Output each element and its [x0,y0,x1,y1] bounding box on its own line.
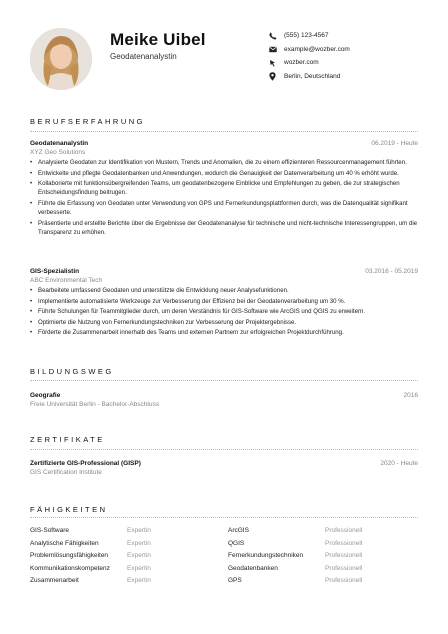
skill-level: Professionell [325,577,363,584]
list-item: • Optimierte die Nutzung von Fernerkundungstechniken zur Verbesserung der Projektergebnisse. [30,318,420,327]
person-name: Meike Uibel [110,30,206,49]
list-item: • Bearbeitete umfassend Geodaten und unterstützte die Entwicklung neuer Analysefunktionen. [30,286,420,295]
skill-level: Professionell [325,552,363,559]
email-icon [268,45,277,54]
education-degree: Geografie [30,392,61,399]
list-item: • Kollaborierte mit funktionsübergreifenden Teams, um geodatenbezogene Einblicke und Empfehlungen zu geben, die zur strategischen Entscheidungsfindung beitrugen. [30,179,420,197]
skill-level: Expertin [127,577,151,584]
link-icon [268,58,277,67]
list-item: • Implementierte automatisierte Werkzeuge zur Verbesserung der Effizienz bei der Geodatenverarbeitung um 30 %. [30,297,420,306]
skill-level: Professionell [325,539,363,547]
experience-heading: BERUFSERFAHRUNG [30,117,146,126]
certificates-heading: ZERTIFIKATE [30,435,105,444]
section-divider [30,131,418,132]
list-item: • Präsentierte und erstellte Berichte über die Ergebnisse der Geodatenanalyse für technische und nicht-technische Interessengruppen, um die Transparenz zu erhöhen. [30,219,420,237]
certificate-date: 2020 - Heute [380,460,418,467]
job-title-2: GIS-Spezialistin [30,268,80,275]
list-item: • Führte die Erfassung von Geodaten unter Verwendung von GPS und Fernerkundungsplattformen durch, was die Datenqualität signifikant verbesserte. [30,199,420,217]
avatar [30,28,92,90]
contact-website-text: wozber.com [284,59,319,67]
list-item: • Führte Schulungen für Teammitglieder durch, um deren Verständnis für GIS-Software wie ArcGIS und QGIS zu erweitern. [30,307,420,316]
phone-icon [268,31,277,40]
skill-level: Expertin [127,564,151,572]
contact-phone-text: (555) 123-4567 [284,32,329,40]
job-title-1: Geodatenanalystin [30,140,89,147]
education-school: Freie Universität Berlin - Bachelor-Abschluss [30,400,159,408]
education-date: 2016 [403,392,418,399]
contact-website[interactable] [268,56,350,70]
skills-grid [30,527,420,590]
section-divider [30,517,418,518]
skill-row [30,552,420,565]
skill-name: Geodatenbanken [228,564,278,572]
skill-level: Expertin [127,552,151,559]
profile-photo [30,28,92,90]
job-role: Geodatenanalystin [110,52,177,61]
skills-heading: FÄHIGKEITEN [30,505,108,514]
skill-name: Zusammenarbeit [30,577,79,584]
skill-name: Kommunikationskompetenz [30,564,110,572]
skill-row [30,527,420,540]
skill-name: Fernerkundungstechniken [228,552,304,559]
contact-location [268,70,350,84]
skill-name: QGIS [228,539,245,547]
job-bullets-1 [30,158,420,239]
certificate-name: Zertifizierte GIS-Professional (GISP) [30,460,141,467]
location-pin-icon [268,72,277,81]
contact-list [268,29,350,83]
skill-row [30,540,420,553]
skill-row [30,565,420,578]
job-date-1: 06.2019 - Heute [371,140,418,147]
certificate-issuer: GIS Certification Institute [30,468,102,476]
skill-name: Problemlösungsfähigkeiten [30,552,109,559]
skill-name: GIS-Software [30,527,70,534]
list-item: • Analysierte Geodaten zur Identifikation von Mustern, Trends und Anomalien, die zu einem effizienteren Ressourcenmanagement führten. [30,158,420,167]
skill-row [30,577,420,590]
job-company-1: XYZ Geo Solutions [30,148,86,156]
section-divider [30,380,418,381]
contact-location-text: Berlin, Deutschland [284,72,341,80]
skill-level: Professionell [325,564,363,572]
skill-name: ArcGIS [228,527,249,534]
education-heading: BILDUNGSWEG [30,367,114,376]
job-bullets-2 [30,286,420,339]
skill-level: Professionell [325,527,363,534]
job-company-2: ABC Environmental Tech [30,276,103,284]
contact-phone [268,29,350,43]
contact-email-text: example@wozber.com [284,45,350,53]
skill-level: Expertin [127,527,151,534]
list-item: • Entwickelte und pflegte Geodatenbanken und Anwendungen, wodurch die Genauigkeit der Datenverarbeitung um 40 % erhöht wurde. [30,169,420,178]
section-divider [30,449,418,450]
list-item: • Förderte die Zusammenarbeit innerhalb des Teams und externen Partnern zur erfolgreichen Projektdurchführung. [30,328,420,337]
contact-email[interactable] [268,43,350,57]
skill-level: Expertin [127,539,151,547]
job-date-2: 03.2016 - 05.2019 [365,268,418,275]
skill-name: Analytische Fähigkeiten [30,539,99,547]
skill-name: GPS [228,577,242,584]
